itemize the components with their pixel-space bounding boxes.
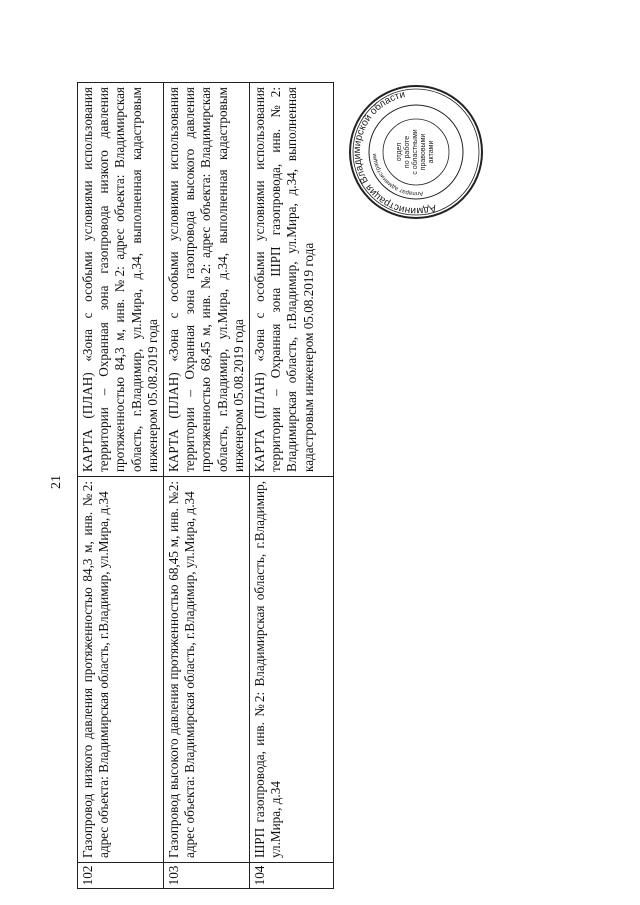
page-number: 21 xyxy=(49,475,64,489)
seal-line: с областными xyxy=(412,129,419,175)
seal-line: актами xyxy=(428,140,435,164)
object-description: Газопровод низкого давления протяженностью 84,3 м, инв. №2: адрес объекта: Владимирская область, г.Владимир, ул.Мира, д.34 xyxy=(78,477,164,863)
table-row xyxy=(250,83,334,889)
document-description: КАРТА (ПЛАН) «Зона с особыми условиями использования территории – Охранная зона ШРП газопровода, инв. №2: Владимирская область, г.Владимир, ул.Мира, д.34, выполненная кадастровым инженером 05.08.2019 года xyxy=(250,83,334,477)
table-row xyxy=(78,83,164,889)
object-description: Газопровод высокого давления протяженностью 68,45 м, инв. №2: адрес объекта: Владимирская область, г.Владимир, ул.Мира, д.34 xyxy=(164,477,250,863)
document-description: КАРТА (ПЛАН) «Зона с особыми условиями использования территории – Охранная зона газопровода низкого давления протяженностью 84,3 м, инв. №2: адрес объекта: Владимирская область, г.Владимир, ул.Мира, д.34, выполненная кадастровым инженером 05.08.2019 года xyxy=(78,83,164,477)
seal-outer-text: Администрация Владимирской области xyxy=(351,89,438,217)
table-row xyxy=(164,83,250,889)
official-seal xyxy=(346,82,486,222)
row-number: 102 xyxy=(78,863,164,889)
seal-line: правовыми xyxy=(420,133,427,171)
document-description: КАРТА (ПЛАН) «Зона с особыми условиями использования территории – Охранная зона газопровода высокого давления протяженностью 68,45 м, инв. №2: адрес объекта: Владимирская область, г.Владимир, ул.Мира, д.34, выполненная кадастровым инженером 05.08.2019 года xyxy=(164,83,250,477)
register-table xyxy=(77,82,334,889)
seal-line: по работе xyxy=(404,135,411,169)
seal-line: отдел xyxy=(396,142,403,162)
row-number: 103 xyxy=(164,863,250,889)
object-description: ШРП газопровода, инв. №2: Владимирская область, г.Владимир, ул.Мира, д.34 xyxy=(250,477,334,863)
seal-center-text xyxy=(346,82,486,222)
seal-inner-text: Аппарат администрации xyxy=(371,153,424,197)
row-number: 104 xyxy=(250,863,334,889)
